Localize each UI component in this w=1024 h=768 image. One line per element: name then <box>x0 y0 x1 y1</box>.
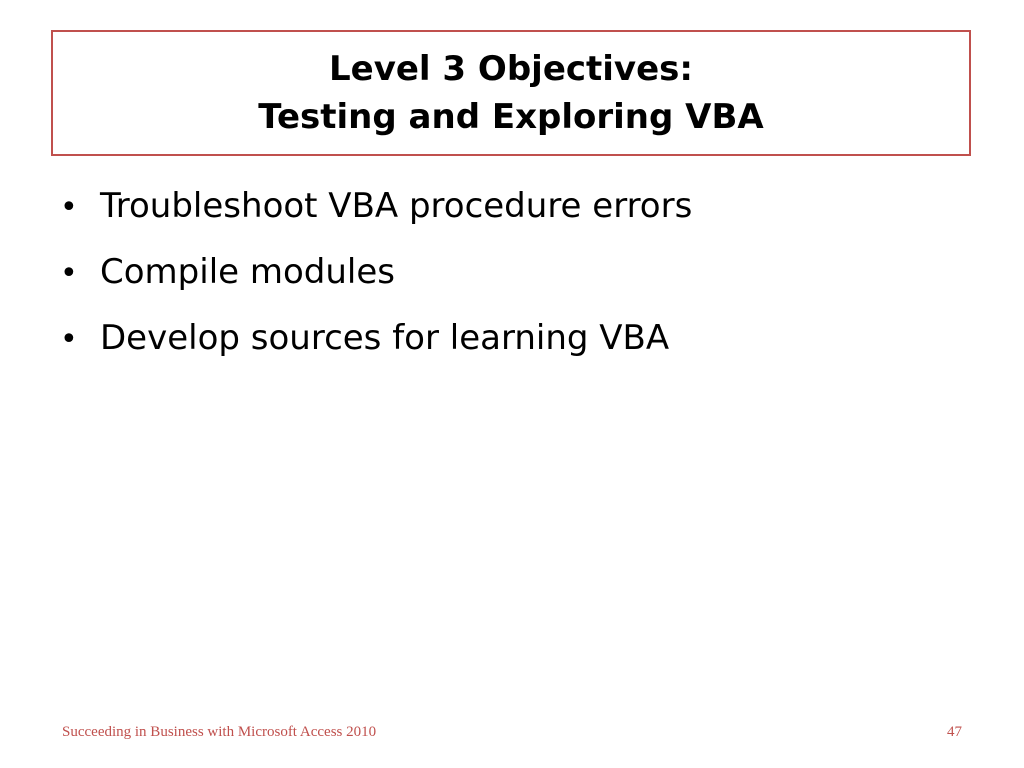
title-line-2: Testing and Exploring VBA <box>258 97 764 137</box>
footer <box>0 724 1024 748</box>
bullet-item <box>60 318 692 384</box>
bullet-item <box>60 252 692 318</box>
bullet-text: Troubleshoot VBA procedure errors <box>100 186 693 226</box>
bullet-icon: • <box>60 256 78 291</box>
bullet-item <box>60 186 692 252</box>
title-box <box>51 30 971 156</box>
title-line-1: Level 3 Objectives: <box>328 49 693 89</box>
footer-text: Succeeding in Business with Microsoft Access 2010 <box>62 724 377 740</box>
page-number: 47 <box>947 724 962 740</box>
bullet-text: Develop sources for learning VBA <box>100 318 670 358</box>
bullet-icon: • <box>60 190 78 225</box>
bullet-icon: • <box>60 322 78 357</box>
bullet-list <box>60 186 692 384</box>
bullet-text: Compile modules <box>100 252 395 292</box>
